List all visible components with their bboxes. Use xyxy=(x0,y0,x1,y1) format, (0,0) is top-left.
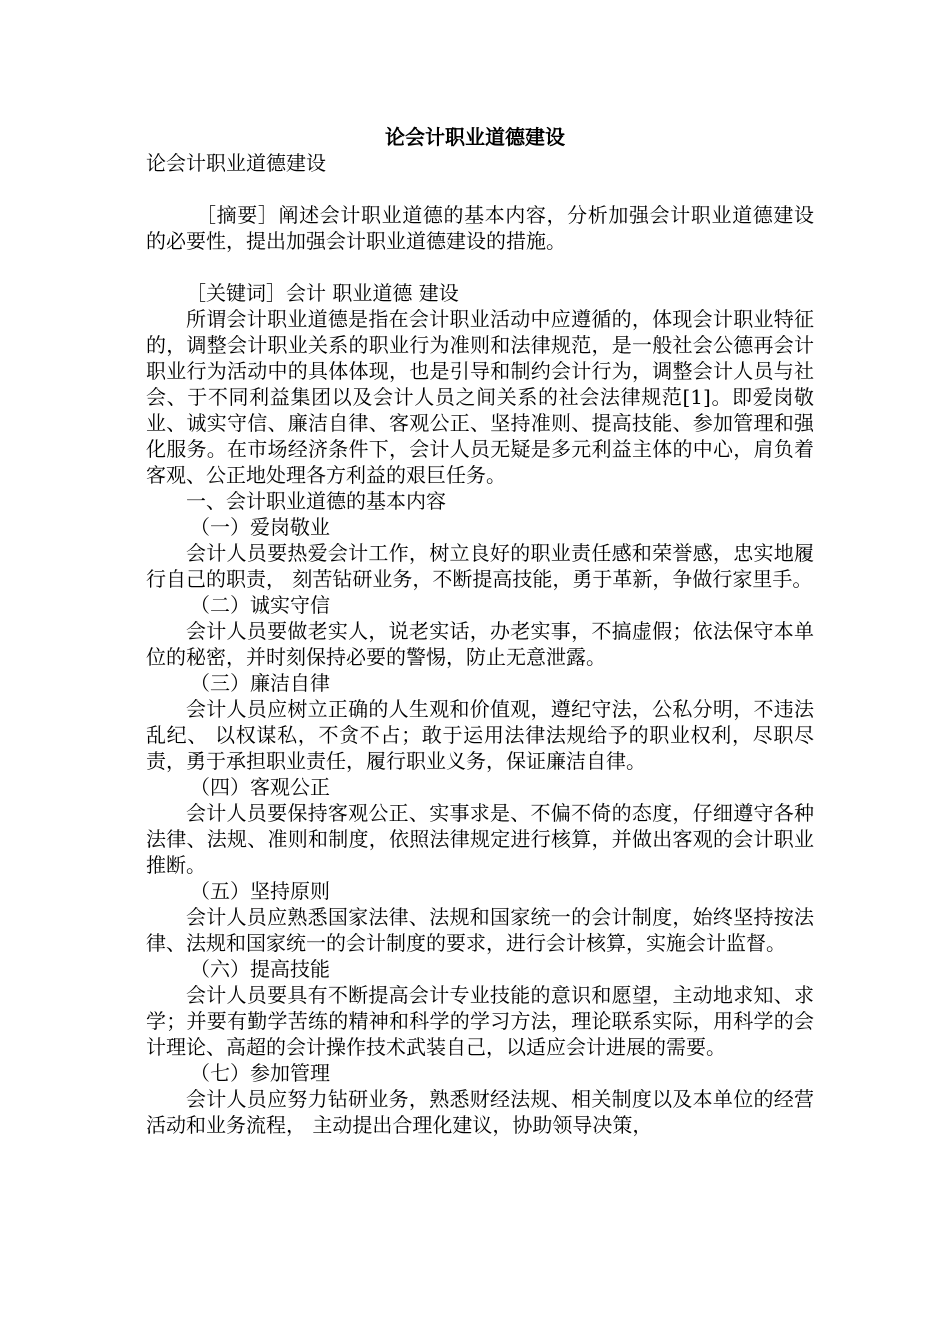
section-heading: 一、会计职业道德的基本内容 xyxy=(186,489,446,513)
document-subtitle: 论会计职业道德建设 xyxy=(146,151,326,175)
spacer xyxy=(146,176,814,202)
item-paragraph: 会计人员要保持客观公正、实事求是、不偏不倚的态度，仔细遵守各种法律、法规、准则和制度，依照法律规定进行核算，并做出客观的会计职业推断。 xyxy=(146,801,814,877)
item-paragraph: 会计人员要具有不断提高会计专业技能的意识和愿望，主动地求知、求学；并要有勤学苦练的精神和科学的学习方法，理论联系实际，用科学的会计理论、高超的会计操作技术武装自己，以适应会计进展的需要。 xyxy=(146,983,814,1059)
item-paragraph: 会计人员应熟悉国家法律、法规和国家统一的会计制度，始终坚持按法律、法规和国家统一的会计制度的要求，进行会计核算，实施会计监督。 xyxy=(146,905,814,955)
document-body xyxy=(146,150,814,1138)
item-paragraph: 会计人员要做老实人，说老实话，办老实事，不搞虚假；依法保守本单位的秘密，并时刻保持必要的警惕，防止无意泄露。 xyxy=(146,619,814,669)
item-heading: （四）客观公正 xyxy=(190,775,330,799)
item-heading: （五）坚持原则 xyxy=(190,879,330,903)
abstract-paragraph: ［摘要］阐述会计职业道德的基本内容，分析加强会计职业道德建设的必要性，提出加强会计职业道德建设的措施。 xyxy=(146,203,814,253)
item-heading: （七）参加管理 xyxy=(190,1061,330,1085)
item-paragraph: 会计人员应努力钻研业务，熟悉财经法规、相关制度以及本单位的经营活动和业务流程， 主动提出合理化建议，协助领导决策， xyxy=(146,1087,814,1137)
intro-paragraph: 所谓会计职业道德是指在会计职业活动中应遵循的，体现会计职业特征的，调整会计职业关系的职业行为准则和法律规范，是一般社会公德再会计职业行为活动中的具体体现，也是引导和制约会计行为，调整会计人员与社会、于不同利益集团以及会计人员之间关系的社会法律规范[1]。即爱岗敬业、诚实守信、廉洁自律、客观公正、坚持准则、提高技能、参加管理和强化服务。在市场经济条件下，会计人员无疑是多元利益主体的中心，肩负着客观、公正地处理各方利益的艰巨任务。 xyxy=(146,307,814,487)
keywords-line: ［关键词］会计 职业道德 建设 xyxy=(186,281,459,305)
item-heading: （一）爱岗敬业 xyxy=(190,515,330,539)
document-title: 论会计职业道德建设 xyxy=(385,125,565,149)
spacer xyxy=(146,254,814,280)
item-heading: （三）廉洁自律 xyxy=(190,671,330,695)
item-heading: （六）提高技能 xyxy=(190,957,330,981)
item-paragraph: 会计人员应树立正确的人生观和价值观，遵纪守法，公私分明，不违法乱纪、 以权谋私，不贪不占；敢于运用法律法规给予的职业权利，尽职尽责，勇于承担职业责任，履行职业义务，保证廉洁自律。 xyxy=(146,697,814,773)
item-heading: （二）诚实守信 xyxy=(190,593,330,617)
item-paragraph: 会计人员要热爱会计工作，树立良好的职业责任感和荣誉感，忠实地履行自己的职责， 刻苦钻研业务，不断提高技能，勇于革新，争做行家里手。 xyxy=(146,541,814,591)
